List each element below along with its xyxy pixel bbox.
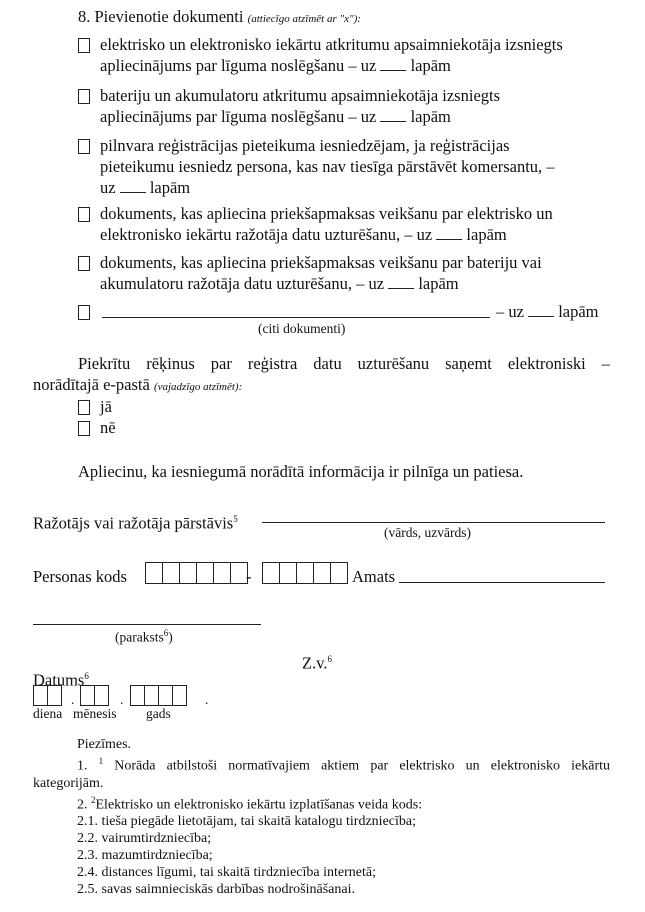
note-num: 2. (77, 797, 88, 813)
yes-label: jā (100, 397, 112, 416)
signer-name-field[interactable] (262, 522, 605, 523)
pages-label: lapām (418, 274, 459, 293)
consent-text: Piekrītu rēķinus par reģistra datu uzturēšanu saņemt elektroniski – (78, 354, 610, 373)
document-item-3 (100, 203, 620, 245)
consent-hint: (vajadzīgo atzīmēt): (153, 381, 243, 393)
pages-label: lapām (410, 107, 451, 126)
date-dot: . (120, 692, 124, 707)
document-item-1 (100, 85, 620, 127)
date-dot: . (71, 692, 75, 707)
note-2 (33, 792, 610, 814)
other-pages (496, 301, 599, 322)
pages-blank[interactable] (120, 178, 146, 193)
document-item-0 (100, 34, 620, 76)
footnote-ref: 6 (84, 671, 89, 681)
item-line: pilnvara reģistrācijas pieteikuma iesniedzējam, ja reģistrācijas (100, 136, 510, 155)
item-line: apliecinājums par līguma noslēgšanu – uz (100, 56, 377, 75)
item-line: elektrisko un elektronisko iekārtu atkritumu apsaimniekotāja izsniegts (100, 35, 563, 54)
section-heading (78, 6, 361, 30)
personal-code-label: Personas kods (33, 567, 127, 586)
notes (33, 736, 610, 898)
other-documents-field[interactable] (102, 317, 490, 318)
item-line: dokuments, kas apliecina priekšapmaksas veikšanu par bateriju vai (100, 253, 542, 272)
pages-blank[interactable] (528, 302, 554, 317)
item-line: elektronisko iekārtu ražotāja datu uzturēšanu, – uz (100, 225, 433, 244)
pages-blank[interactable] (380, 56, 406, 71)
other-caption: (citi dokumenti) (258, 321, 346, 336)
signature-caption (115, 628, 173, 646)
position-field[interactable] (399, 582, 605, 583)
note-text: Norāda atbilstoši normatīvajiem aktiem par elektrisko un elektronisko iekārtu (114, 758, 611, 774)
checkbox-item-0[interactable] (78, 38, 90, 53)
personal-code-part2[interactable] (262, 562, 348, 584)
pages-label: lapām (410, 56, 451, 75)
footnote-ref: 6 (327, 654, 333, 664)
checkbox-yes[interactable] (78, 400, 90, 415)
position-label: Amats (352, 567, 396, 586)
document-item-4 (100, 252, 620, 294)
date-year-field[interactable] (130, 685, 187, 706)
item-line: pieteikumu iesniedz persona, kas nav tiesīga pārstāvēt komersantu, – (100, 157, 555, 176)
consent-line2 (33, 374, 242, 398)
date-month-field[interactable] (80, 685, 109, 706)
item-line: uz (100, 178, 116, 197)
personal-code-part1[interactable] (145, 562, 248, 584)
signer-text: Ražotājs vai ražotāja pārstāvis (33, 513, 234, 533)
checkbox-item-4[interactable] (78, 256, 90, 271)
pages-label: lapām (558, 302, 599, 321)
footnote-ref: 5 (233, 514, 238, 524)
heading-hint: (attiecīgo atzīmēt ar "x"): (247, 13, 361, 25)
document-item-2 (100, 135, 620, 198)
date-text: Datums (33, 670, 85, 690)
personal-code-dash: - (246, 567, 252, 586)
note-text: Elektrisko un elektronisko iekārtu izplatīšanas veida kods: (95, 797, 423, 813)
signer-caption: (vārds, uzvārds) (384, 525, 471, 540)
signer-label (33, 509, 238, 534)
note-1 (33, 753, 610, 775)
note-sub-item: 2.1. tieša piegāde lietotājam, tai skaitā katalogu tirdzniecība; (77, 814, 416, 830)
stamp-label (302, 649, 332, 674)
date-day-label: diena (33, 706, 63, 721)
item-line: akumulatoru ražotāja datu uzturēšanu, – uz (100, 274, 385, 293)
notes-title: Piezīmes. (77, 737, 132, 752)
footnote-ref: 2 (91, 794, 96, 805)
no-label: nē (100, 418, 116, 437)
date-day-field[interactable] (33, 685, 62, 706)
note-sub-item: 2.3. mazumtirdzniecība; (77, 848, 213, 864)
pages-label: lapām (466, 225, 507, 244)
note-sub-item: 2.4. distances līgumi, tai skaitā tirdzniecība internetā; (77, 865, 376, 881)
date-year-label: gads (146, 706, 171, 721)
signature-caption-close: ) (168, 629, 173, 645)
checkbox-item-1[interactable] (78, 89, 90, 104)
stamp-text: Z.v. (302, 653, 328, 673)
checkbox-no[interactable] (78, 421, 90, 436)
signature-caption-text: (paraksts (115, 629, 164, 645)
footnote-ref: 1 (98, 756, 104, 766)
date-month-label: mēnesis (73, 706, 117, 721)
note-sub-item: 2.5. savas saimnieciskās darbības nodrošināšanai. (77, 882, 355, 898)
checkbox-other[interactable] (78, 305, 90, 320)
pages-label: lapām (149, 178, 191, 197)
signature-field[interactable] (33, 624, 261, 625)
heading-text: 8. Pievienotie dokumenti (78, 7, 244, 26)
other-mid: – uz (496, 302, 524, 321)
note-sub-item: 2.2. vairumtirdzniecība; (77, 831, 212, 847)
item-line: dokuments, kas apliecina priekšapmaksas veikšanu par elektrisko un (100, 204, 553, 223)
note-num: 1. (77, 758, 88, 774)
declaration-text: Apliecinu, ka iesniegumā norādītā informācija ir pilnīga un patiesa. (78, 462, 524, 481)
note-1-cont: kategorijām. (33, 775, 104, 791)
pages-blank[interactable] (436, 225, 462, 240)
checkbox-item-3[interactable] (78, 207, 90, 222)
item-line: bateriju un akumulatoru atkritumu apsaimniekotāja izsniegts (100, 86, 501, 105)
checkbox-item-2[interactable] (78, 139, 90, 154)
item-line: apliecinājums par līguma noslēgšanu – uz (100, 107, 377, 126)
date-dot: . (205, 692, 209, 707)
pages-blank[interactable] (388, 274, 414, 289)
pages-blank[interactable] (380, 107, 406, 122)
consent-text-2: norādītajā e-pastā (33, 375, 150, 394)
footnote-ref: 6 (163, 628, 169, 638)
